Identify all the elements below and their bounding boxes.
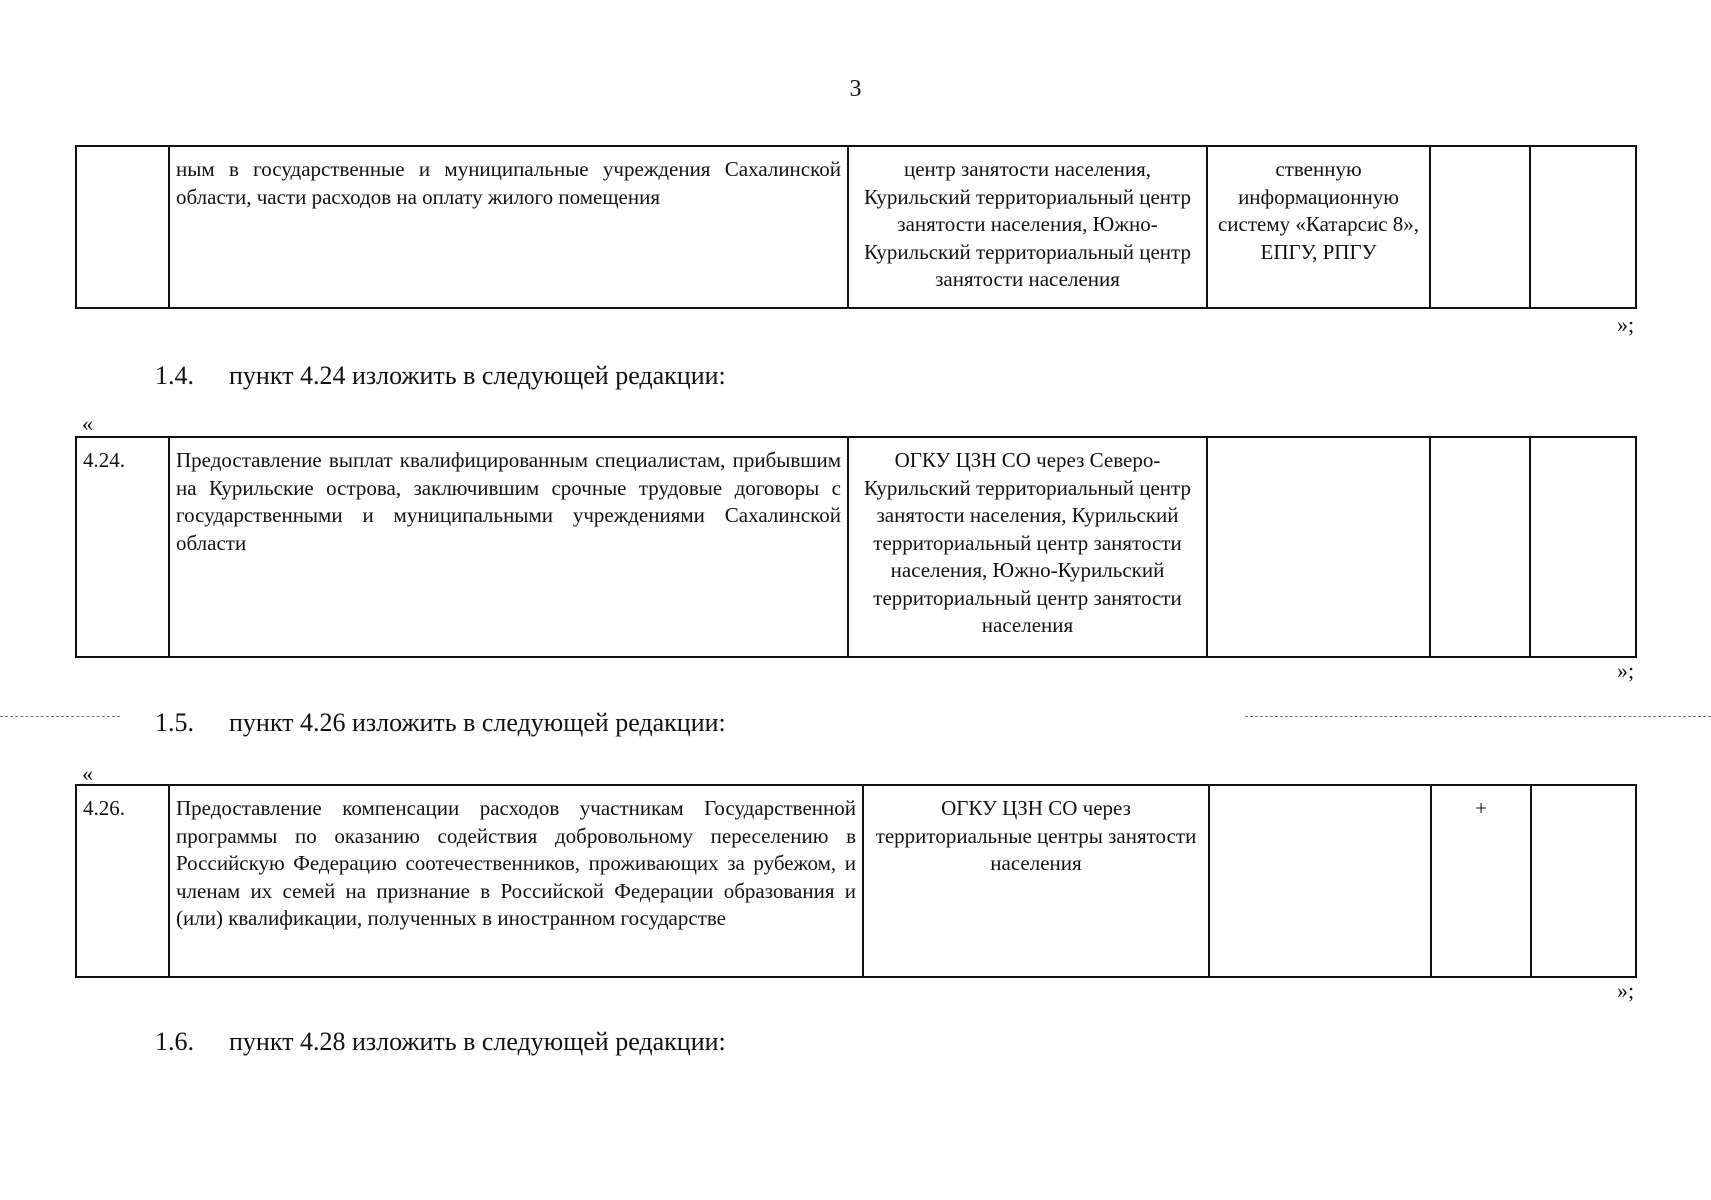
opening-quote: « [82, 761, 93, 786]
scan-artifact-line [0, 716, 120, 717]
section-number: 1.5. [155, 708, 194, 737]
service-name-cell: Предоставление компенсации расходов участникам Государственной программы по оказанию содействия добровольному переселению в Российскую Федерацию соотечественников, проживающих за рубежом, и членам их семей на признание в Российской Федерации образования и (или) квалификации, полученных в иностранном государстве [169, 785, 863, 977]
flag-cell [1530, 437, 1636, 657]
section-title: пункт 4.26 изложить в следующей редакции: [229, 708, 726, 737]
closing-quote: »; [1617, 312, 1635, 337]
flag-cell [1530, 146, 1636, 308]
row-number-cell: 4.24. [76, 437, 169, 657]
table-continued [75, 145, 1637, 309]
service-name-cell: Предоставление выплат квалифицированным специалистам, прибывшим на Курильские острова, заключившим срочные трудовые договоры с государственными и муниципальными учреждениями Сахалинской области [169, 437, 848, 657]
page-number: 3 [849, 76, 862, 102]
table-4-26 [75, 784, 1637, 978]
section-number: 1.4. [155, 361, 194, 390]
flag-cell: + [1431, 785, 1531, 977]
section-heading [155, 708, 726, 738]
system-cell [1207, 437, 1430, 657]
closing-quote: »; [1617, 658, 1635, 683]
table-row [76, 146, 1636, 308]
service-name-cell: ным в государственные и муниципальные учреждения Сахалинской области, части расходов на оплату жилого помещения [169, 146, 848, 308]
section-title: пункт 4.28 изложить в следующей редакции: [229, 1027, 726, 1056]
flag-cell [1430, 146, 1530, 308]
scan-artifact-line [1245, 716, 1711, 717]
row-number-cell: 4.26. [76, 785, 169, 977]
table-4-24 [75, 436, 1637, 658]
section-number: 1.6. [155, 1027, 194, 1056]
flag-cell [1531, 785, 1636, 977]
opening-quote: « [82, 411, 93, 436]
section-heading [155, 361, 726, 391]
closing-quote: »; [1617, 978, 1635, 1003]
flag-cell [1430, 437, 1530, 657]
provider-cell: ОГКУ ЦЗН СО через Северо-Курильский территориальный центр занятости населения, Курильский территориальный центр занятости населения, Южно-Курильский территориальный центр занятости населения [848, 437, 1207, 657]
table-row [76, 437, 1636, 657]
provider-cell: центр занятости населения, Курильский территориальный центр занятости населения, Южно-Курильский территориальный центр занятости населения [848, 146, 1207, 308]
table-row [76, 785, 1636, 977]
system-cell: ственную информационную систему «Катарсис 8», ЕПГУ, РПГУ [1207, 146, 1430, 308]
section-title: пункт 4.24 изложить в следующей редакции: [229, 361, 726, 390]
row-number-cell [76, 146, 169, 308]
system-cell [1209, 785, 1431, 977]
provider-cell: ОГКУ ЦЗН СО через территориальные центры занятости населения [863, 785, 1209, 977]
section-heading [155, 1027, 726, 1057]
